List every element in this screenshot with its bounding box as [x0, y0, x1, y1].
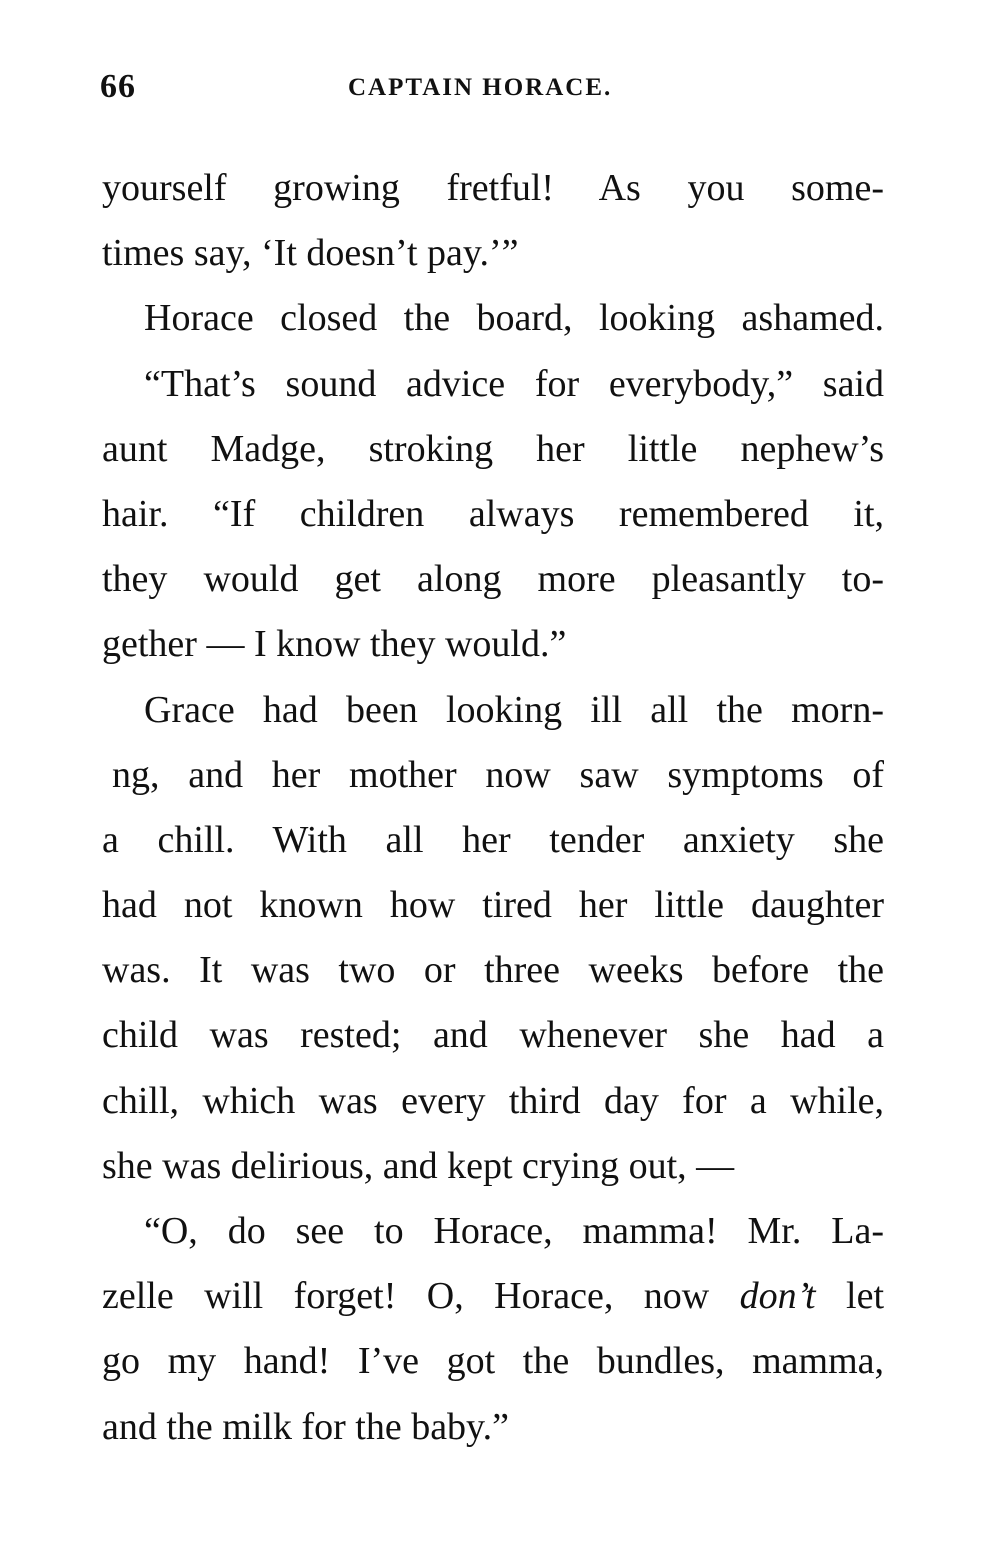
- text-line: child was rested; and whenever she had a: [102, 1014, 884, 1057]
- page-header: [100, 68, 890, 108]
- text-line: chill, which was every third day for a while,: [102, 1079, 884, 1122]
- text-segment: zelle will forget! O, Horace, now: [102, 1275, 740, 1318]
- text-line: ng, and her mother now saw symptoms of: [112, 753, 884, 796]
- running-title: CAPTAIN HORACE.: [348, 74, 613, 101]
- text-line: yourself growing fretful! As you some-: [102, 167, 884, 209]
- emphasis-text: don’t: [739, 1275, 816, 1318]
- text-line: [102, 1264, 884, 1329]
- text-line: Grace had been looking ill all the morn-: [144, 688, 884, 731]
- text-line: had not known how tired her little daughter: [102, 884, 884, 927]
- text-line: go my hand! I’ve got the bundles, mamma,: [102, 1340, 884, 1383]
- text-line: and the milk for the baby.”: [102, 1405, 509, 1448]
- text-line: a chill. With all her tender anxiety she: [102, 818, 884, 861]
- text-line: “That’s sound advice for everybody,” said: [144, 362, 884, 405]
- text-segment: let: [815, 1275, 884, 1318]
- text-line: hair. “If children always remembered it,: [102, 492, 884, 535]
- text-line: times say, ‘It doesn’t pay.’”: [102, 232, 519, 275]
- text-line: “O, do see to Horace, mamma! Mr. La-: [144, 1210, 884, 1252]
- text-line: Horace closed the board, looking ashamed.: [144, 297, 884, 340]
- text-line: she was delirious, and kept crying out, —: [102, 1144, 735, 1187]
- page-body: [102, 156, 884, 1460]
- page-number: 66: [100, 68, 136, 105]
- text-line: was. It was two or three weeks before the: [102, 949, 884, 992]
- text-line: they would get along more pleasantly to-: [102, 558, 884, 601]
- text-line: gether — I know they would.”: [102, 623, 567, 666]
- text-line: aunt Madge, stroking her little nephew’s: [102, 427, 884, 470]
